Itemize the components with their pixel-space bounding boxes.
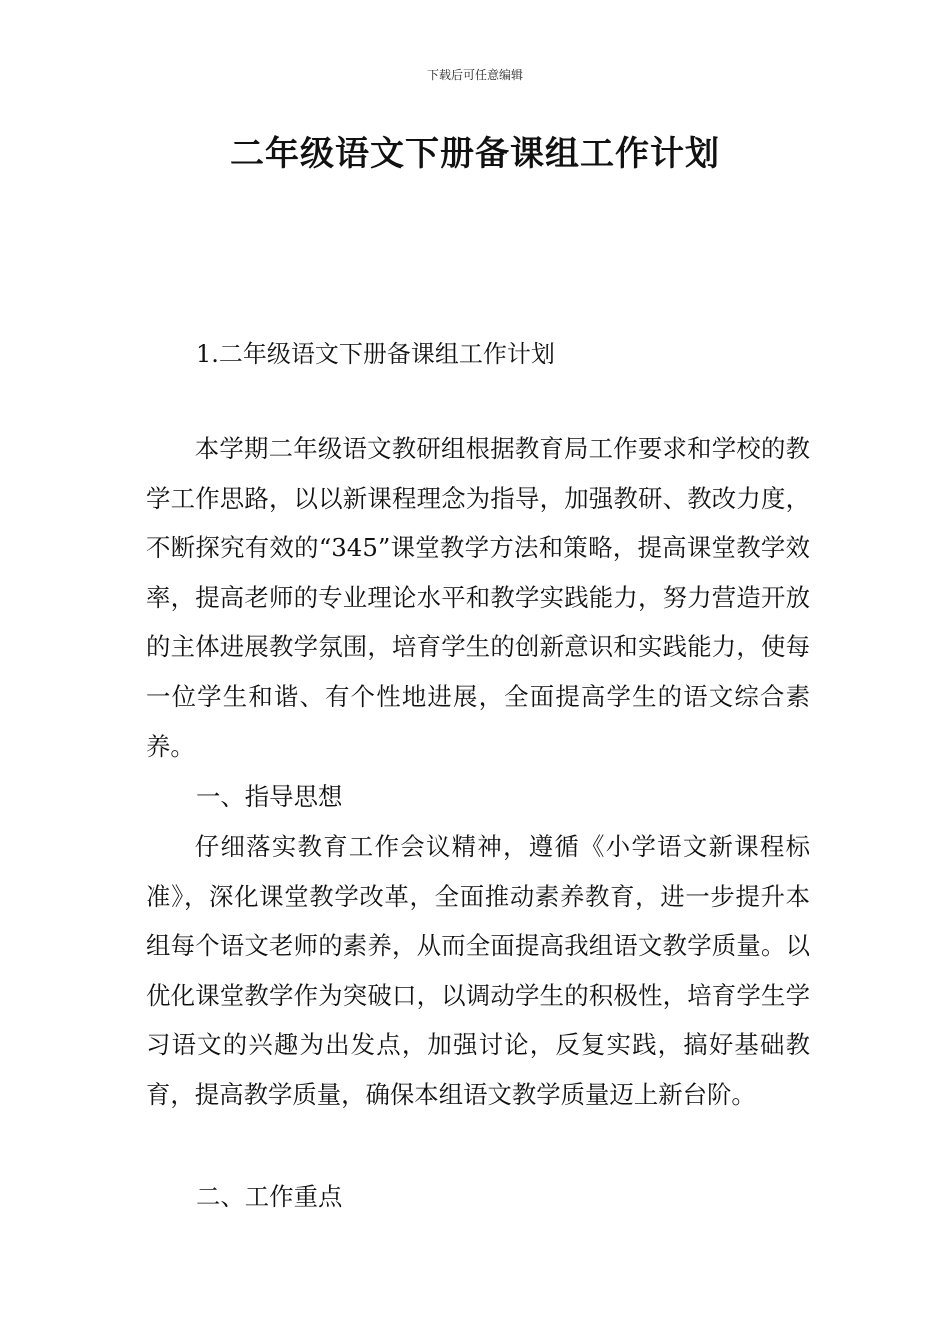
heading-guiding-thought: 一、指导思想 bbox=[196, 782, 343, 811]
intro-paragraph: 本学期二年级语文教研组根据教育局工作要求和学校的教学工作思路，以以新课程理念为指导，加强教研、教改力度，不断探究有效的“345”课堂教学方法和策略，提高课堂教学效率，提高老师的专业理论水平和教学实践能力，努力营造开放的主体进展教学氛围，培育学生的创新意识和实践能力，使每一位学生和谐、有个性地进展，全面提高学生的语文综合素养。 bbox=[146, 434, 810, 761]
guiding-paragraph: 仔细落实教育工作会议精神，遵循《小学语文新课程标准》，深化课堂教学改革，全面推动素养教育，进一步提升本组每个语文老师的素养，从而全面提高我组语文教学质量。以优化课堂教学作为突破口，以调动学生的积极性，培育学生学习语文的兴趣为出发点，加强讨论，反复实践，搞好基础教育，提高教学质量，确保本组语文教学质量迈上新台阶。 bbox=[146, 832, 810, 1109]
section-title: 1.二年级语文下册备课组工作计划 bbox=[196, 340, 555, 368]
header-note: 下载后可任意编辑 bbox=[426, 68, 523, 82]
document-title: 二年级语文下册备课组工作计划 bbox=[230, 134, 720, 174]
heading-work-focus: 二、工作重点 bbox=[196, 1182, 343, 1211]
